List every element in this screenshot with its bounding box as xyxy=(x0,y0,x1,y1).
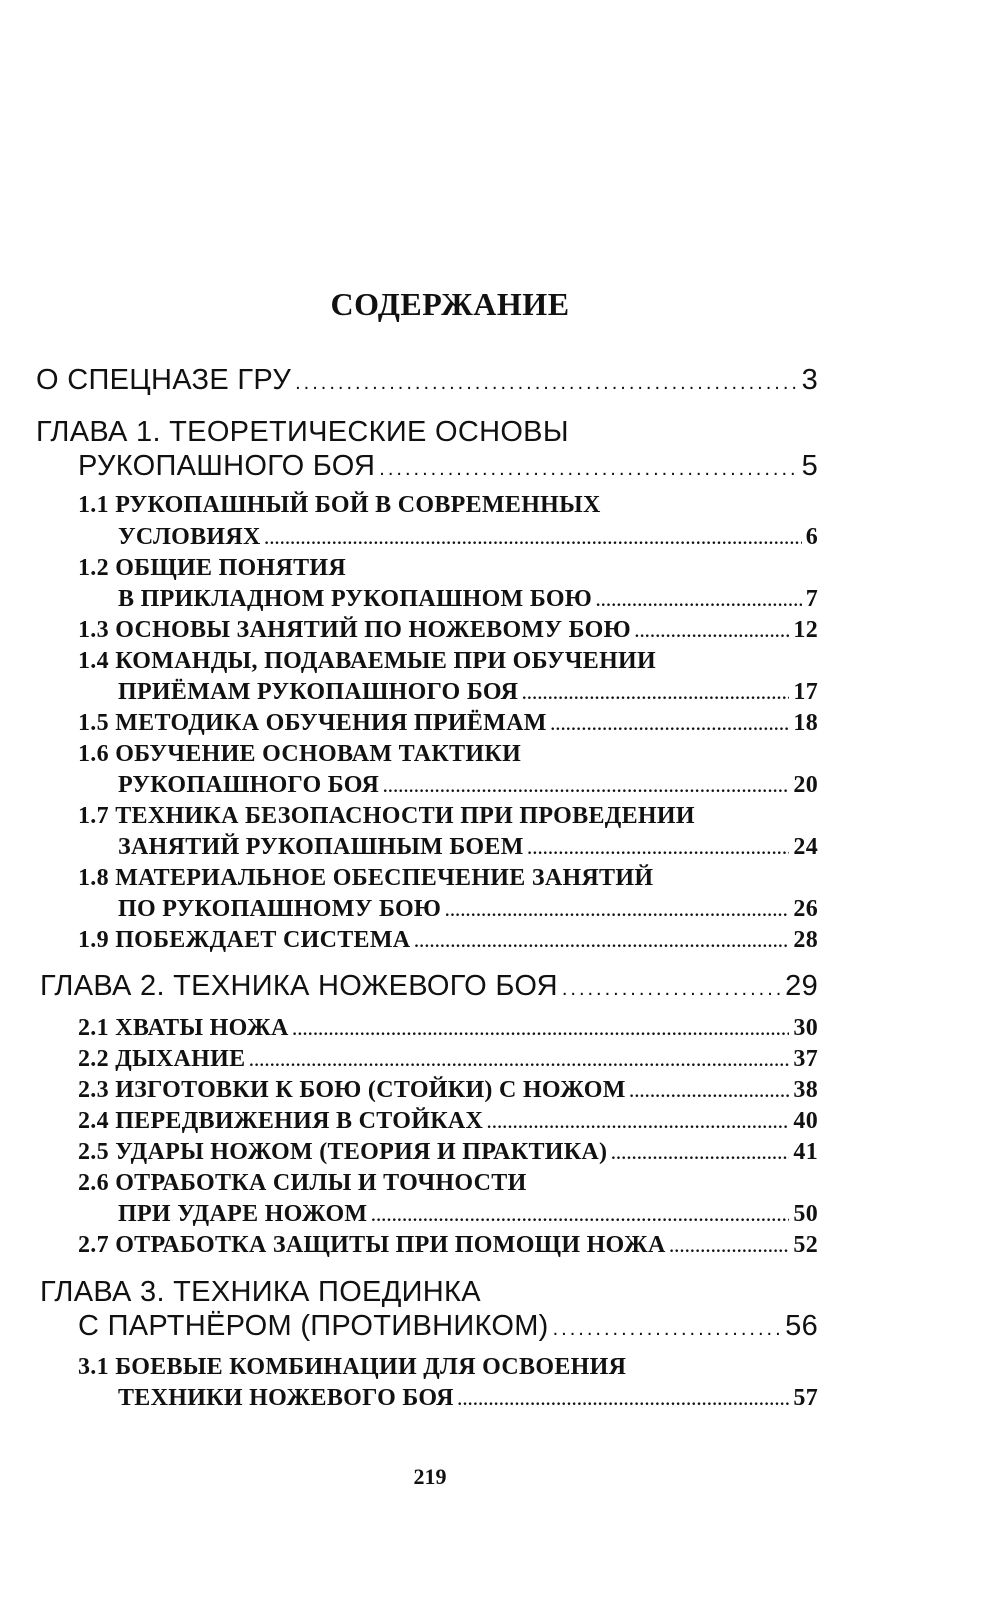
toc-entry-title: В ПРИКЛАДНОМ РУКОПАШНОМ БОЮ xyxy=(118,586,593,612)
toc-entry-title: ЗАНЯТИЙ РУКОПАШНЫМ БОЕМ xyxy=(118,834,524,860)
toc-section-1-1 xyxy=(118,525,818,549)
dot-leader xyxy=(265,532,802,548)
toc-entry-page: 56 xyxy=(785,1310,818,1342)
toc-section-1-6 xyxy=(118,773,818,797)
toc-entry-page: 6 xyxy=(805,524,818,550)
toc-chapter-1 xyxy=(78,452,818,481)
toc-entry-title: 2.5 УДАРЫ НОЖОМ (ТЕОРИЯ И ПРАКТИКА) xyxy=(78,1139,608,1165)
toc-section-2-2 xyxy=(78,1047,818,1071)
toc-section-1-7 xyxy=(118,835,818,859)
toc-section-1-2 xyxy=(118,587,818,611)
dot-leader xyxy=(458,1393,790,1409)
dot-leader xyxy=(522,687,789,703)
toc-section-1-7-line1: 1.7 ТЕХНИКА БЕЗОПАСНОСТИ ПРИ ПРОВЕДЕНИИ xyxy=(78,803,695,829)
toc-section-2-4 xyxy=(78,1109,818,1133)
toc-entry-page: 5 xyxy=(801,450,818,482)
toc-entry-title: ТЕХНИКИ НОЖЕВОГО БОЯ xyxy=(118,1385,454,1411)
toc-entry-title: УСЛОВИЯХ xyxy=(118,524,261,550)
dot-leader xyxy=(445,904,789,920)
toc-entry-page: 26 xyxy=(793,896,818,922)
dot-leader xyxy=(630,1085,790,1101)
dot-leader xyxy=(295,373,797,393)
toc-entry-title: 2.4 ПЕРЕДВИЖЕНИЯ В СТОЙКАХ xyxy=(78,1108,484,1134)
dot-leader xyxy=(249,1054,789,1070)
toc-entry-page: 24 xyxy=(793,834,818,860)
dot-leader xyxy=(551,718,790,734)
toc-entry-page: 28 xyxy=(793,927,818,953)
dot-leader xyxy=(596,594,802,610)
dot-leader xyxy=(670,1240,790,1256)
toc-section-2-6-line1: 2.6 ОТРАБОТКА СИЛЫ И ТОЧНОСТИ xyxy=(78,1170,527,1196)
toc-entry-intro xyxy=(36,366,818,395)
toc-entry-page: 52 xyxy=(793,1232,818,1258)
dot-leader xyxy=(383,780,789,796)
toc-entry-title: 1.9 ПОБЕЖДАЕТ СИСТЕМА xyxy=(78,927,411,953)
toc-entry-title: 2.2 ДЫХАНИЕ xyxy=(78,1046,246,1072)
toc-entry-title: 1.3 ОСНОВЫ ЗАНЯТИЙ ПО НОЖЕВОМУ БОЮ xyxy=(78,617,631,643)
page-title: СОДЕРЖАНИЕ xyxy=(330,286,570,322)
toc-entry-title: ПО РУКОПАШНОМУ БОЮ xyxy=(118,896,442,922)
toc-section-2-3 xyxy=(78,1078,818,1102)
page-number: 219 xyxy=(413,1464,447,1489)
toc-chapter-3 xyxy=(78,1312,818,1341)
toc-entry-page: 20 xyxy=(793,772,818,798)
toc-entry-page: 18 xyxy=(793,710,818,736)
toc-entry-page: 30 xyxy=(793,1015,818,1041)
dot-leader xyxy=(371,1209,789,1225)
dot-leader xyxy=(379,459,797,479)
toc-entry-title: 1.5 МЕТОДИКА ОБУЧЕНИЯ ПРИЁМАМ xyxy=(78,710,547,736)
dot-leader xyxy=(487,1116,789,1132)
toc-entry-title: ПРИЁМАМ РУКОПАШНОГО БОЯ xyxy=(118,679,519,705)
toc-section-1-2-line1: 1.2 ОБЩИЕ ПОНЯТИЯ xyxy=(78,555,347,581)
toc-entry-page: 29 xyxy=(785,970,818,1002)
toc-section-2-7 xyxy=(78,1233,818,1257)
dot-leader xyxy=(611,1147,789,1163)
toc-section-1-4 xyxy=(118,680,818,704)
toc-section-1-3 xyxy=(78,618,818,642)
toc-entry-page: 3 xyxy=(801,364,818,396)
toc-entry-page: 37 xyxy=(793,1046,818,1072)
toc-section-3-1 xyxy=(118,1386,818,1410)
toc-section-2-1 xyxy=(78,1016,818,1040)
dot-leader xyxy=(414,935,789,951)
toc-entry-title: РУКОПАШНОГО БОЯ xyxy=(118,772,380,798)
dot-leader xyxy=(528,842,790,858)
toc-entry-page: 57 xyxy=(793,1385,818,1411)
toc-section-1-5 xyxy=(78,711,818,735)
toc-entry-title: 2.7 ОТРАБОТКА ЗАЩИТЫ ПРИ ПОМОЩИ НОЖА xyxy=(78,1232,666,1258)
toc-entry-page: 38 xyxy=(793,1077,818,1103)
toc-section-1-6-line1: 1.6 ОБУЧЕНИЕ ОСНОВАМ ТАКТИКИ xyxy=(78,741,522,767)
toc-entry-title: С ПАРТНЁРОМ (ПРОТИВНИКОМ) xyxy=(78,1310,549,1342)
toc-section-2-5 xyxy=(78,1140,818,1164)
toc-entry-title: РУКОПАШНОГО БОЯ xyxy=(78,450,376,482)
toc-entry-page: 50 xyxy=(793,1201,818,1227)
toc-section-1-1-line1: 1.1 РУКОПАШНЫЙ БОЙ В СОВРЕМЕННЫХ xyxy=(78,492,601,518)
toc-entry-page: 12 xyxy=(793,617,818,643)
toc-entry-title: 2.3 ИЗГОТОВКИ К БОЮ (СТОЙКИ) С НОЖОМ xyxy=(78,1077,626,1103)
toc-section-1-8 xyxy=(118,897,818,921)
toc-section-1-9 xyxy=(78,928,818,952)
toc-entry-page: 40 xyxy=(793,1108,818,1134)
dot-leader xyxy=(293,1023,790,1039)
toc-section-3-1-line1: 3.1 БОЕВЫЕ КОМБИНАЦИИ ДЛЯ ОСВОЕНИЯ xyxy=(78,1354,627,1380)
toc-entry-title: ПРИ УДАРЕ НОЖОМ xyxy=(118,1201,368,1227)
dot-leader xyxy=(553,1319,782,1339)
toc-section-1-8-line1: 1.8 МАТЕРИАЛЬНОЕ ОБЕСПЕЧЕНИЕ ЗАНЯТИЙ xyxy=(78,865,654,891)
toc-entry-title: О СПЕЦНАЗЕ ГРУ xyxy=(36,364,292,396)
toc-entry-page: 41 xyxy=(793,1139,818,1165)
toc-entry-page: 17 xyxy=(793,679,818,705)
toc-entry-page: 7 xyxy=(805,586,818,612)
toc-chapter-1-line1: ГЛАВА 1. ТЕОРЕТИЧЕСКИЕ ОСНОВЫ xyxy=(36,416,569,448)
toc-chapter-2 xyxy=(40,972,818,1001)
toc-entry-title: 2.1 ХВАТЫ НОЖА xyxy=(78,1015,289,1041)
dot-leader xyxy=(635,625,789,641)
toc-entry-title: ГЛАВА 2. ТЕХНИКА НОЖЕВОГО БОЯ xyxy=(40,970,558,1002)
toc-section-1-4-line1: 1.4 КОМАНДЫ, ПОДАВАЕМЫЕ ПРИ ОБУЧЕНИИ xyxy=(78,648,656,674)
dot-leader xyxy=(562,979,781,999)
toc-section-2-6 xyxy=(118,1202,818,1226)
toc-chapter-3-line1: ГЛАВА 3. ТЕХНИКА ПОЕДИНКА xyxy=(40,1276,481,1308)
